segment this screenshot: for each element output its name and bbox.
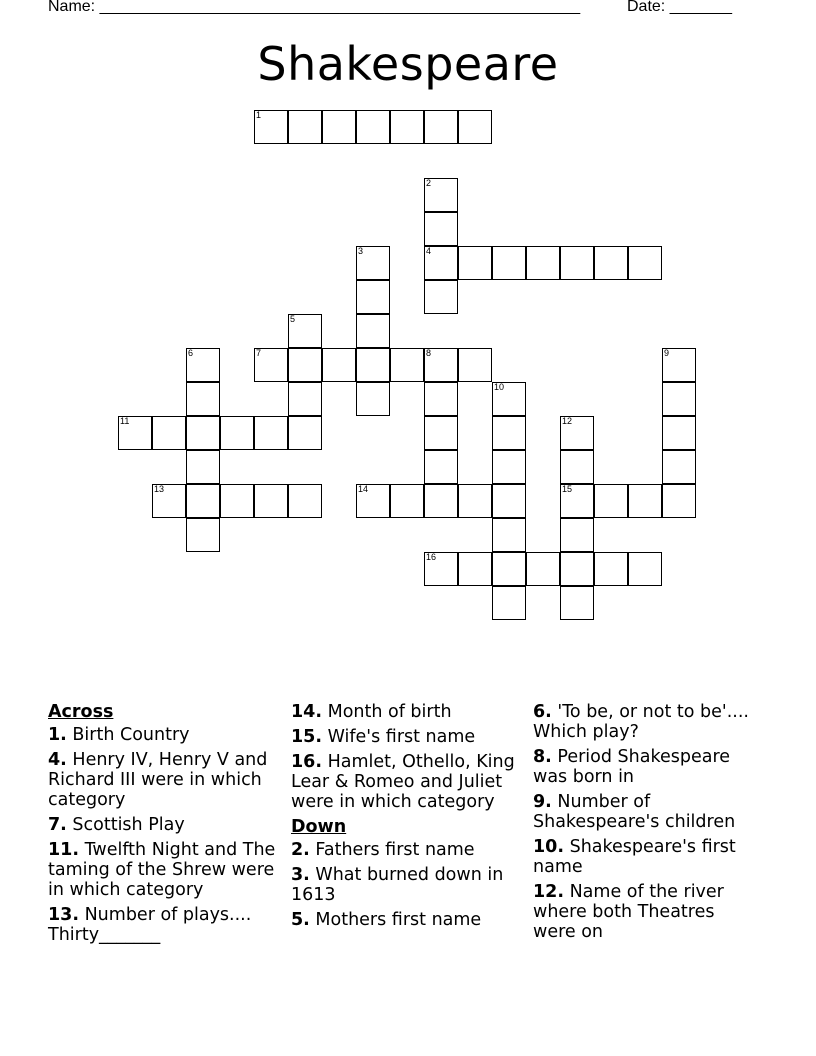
grid-cell[interactable] — [288, 416, 322, 450]
clue-across-4: 4. Henry IV, Henry V and Richard III were in which category — [48, 750, 268, 810]
grid-cell[interactable] — [458, 552, 492, 586]
clue-down-5: 5. Mothers first name — [291, 910, 482, 930]
grid-cell[interactable] — [424, 110, 458, 144]
grid-cell[interactable] — [390, 484, 424, 518]
grid-cell[interactable] — [662, 382, 696, 416]
grid-cell[interactable] — [186, 484, 220, 518]
clue-column-3 — [533, 702, 758, 942]
grid-cell[interactable] — [628, 246, 662, 280]
grid-cell[interactable] — [322, 110, 356, 144]
grid-cell[interactable] — [152, 484, 186, 518]
grid-cell[interactable] — [356, 348, 390, 382]
grid-cell[interactable] — [288, 484, 322, 518]
clue-column-2 — [291, 702, 516, 930]
grid-cell[interactable] — [458, 110, 492, 144]
clue-across-15: 15. Wife's first name — [291, 727, 476, 747]
grid-cell[interactable] — [186, 518, 220, 552]
grid-cell[interactable] — [560, 450, 594, 484]
grid-cell[interactable] — [254, 484, 288, 518]
grid-cell[interactable] — [186, 450, 220, 484]
grid-cell[interactable] — [458, 484, 492, 518]
grid-cell[interactable] — [424, 450, 458, 484]
clue-column-1 — [48, 702, 278, 945]
grid-cell[interactable] — [662, 450, 696, 484]
grid-cell[interactable] — [458, 348, 492, 382]
grid-cell[interactable] — [662, 484, 696, 518]
clue-across-14: 14. Month of birth — [291, 702, 452, 722]
clue-across-16: 16. Hamlet, Othello, King Lear & Romeo and Juliet were in which category — [291, 752, 515, 812]
grid-cell[interactable] — [526, 552, 560, 586]
clue-number: 13 — [154, 484, 165, 494]
clue-number: 16 — [426, 552, 437, 562]
clue-number: 3 — [358, 246, 364, 256]
name-field-label: Name: ______________________________________________________ — [48, 0, 581, 15]
clue-number: 11 — [120, 416, 130, 426]
clue-number: 8 — [426, 348, 432, 358]
grid-cell[interactable] — [288, 348, 322, 382]
grid-cell[interactable] — [356, 484, 390, 518]
clue-number: 14 — [358, 484, 369, 494]
grid-cell[interactable] — [594, 484, 628, 518]
grid-cell[interactable] — [628, 484, 662, 518]
clue-number: 12 — [562, 416, 573, 426]
clue-across-11: 11. Twelfth Night and The taming of the Shrew were in which category — [48, 840, 276, 900]
grid-cell[interactable] — [220, 416, 254, 450]
grid-cell[interactable] — [492, 586, 526, 620]
grid-cell[interactable] — [356, 246, 390, 280]
clue-number: 2 — [426, 178, 432, 188]
clue-number: 5 — [290, 314, 296, 324]
grid-cell[interactable] — [186, 416, 220, 450]
clue-number: 4 — [426, 246, 432, 256]
clue-number: 7 — [256, 348, 262, 358]
grid-cell[interactable] — [492, 416, 526, 450]
grid-cell[interactable] — [288, 314, 322, 348]
grid-cell[interactable] — [424, 246, 458, 280]
grid-cell[interactable] — [288, 110, 322, 144]
grid-cell[interactable] — [594, 552, 628, 586]
grid-cell[interactable] — [424, 178, 458, 212]
grid-cell[interactable] — [560, 246, 594, 280]
grid-cell[interactable] — [356, 280, 390, 314]
clue-down-6: 6. 'To be, or not to be'.... Which play? — [533, 702, 749, 742]
grid-cell[interactable] — [560, 484, 594, 518]
clue-down-9: 9. Number of Shakespeare's children — [533, 792, 736, 832]
clue-number: 9 — [664, 348, 670, 358]
grid-cell[interactable] — [390, 110, 424, 144]
grid-cell[interactable] — [424, 212, 458, 246]
grid-cell[interactable] — [254, 348, 288, 382]
across-heading: Across — [48, 702, 114, 722]
clue-across-13: 13. Number of plays.... Thirty_______ — [48, 905, 252, 945]
grid-cell[interactable] — [492, 518, 526, 552]
grid-cell[interactable] — [424, 552, 458, 586]
grid-cell[interactable] — [662, 416, 696, 450]
grid-cell[interactable] — [560, 586, 594, 620]
clue-number: 6 — [188, 348, 194, 358]
down-heading: Down — [291, 817, 347, 837]
grid-cell[interactable] — [424, 382, 458, 416]
date-field-label: Date: _______ — [627, 0, 732, 15]
clue-down-8: 8. Period Shakespeare was born in — [533, 747, 731, 787]
clue-down-10: 10. Shakespeare's first name — [533, 837, 736, 877]
grid-cell[interactable] — [492, 450, 526, 484]
clue-number: 10 — [494, 382, 505, 392]
grid-cell[interactable] — [186, 382, 220, 416]
grid-cell[interactable] — [628, 552, 662, 586]
grid-cell[interactable] — [424, 484, 458, 518]
grid-cell[interactable] — [288, 382, 322, 416]
grid-cell[interactable] — [492, 246, 526, 280]
grid-cell[interactable] — [662, 348, 696, 382]
grid-cell[interactable] — [424, 348, 458, 382]
grid-cell[interactable] — [152, 416, 186, 450]
clue-number: 15 — [562, 484, 573, 494]
grid-cell[interactable] — [594, 246, 628, 280]
grid-cell[interactable] — [322, 348, 356, 382]
grid-cell[interactable] — [254, 110, 288, 144]
clue-down-2: 2. Fathers first name — [291, 840, 475, 860]
grid-cell[interactable] — [492, 382, 526, 416]
grid-cell[interactable] — [458, 246, 492, 280]
clue-down-3: 3. What burned down in 1613 — [291, 865, 504, 905]
clue-across-7: 7. Scottish Play — [48, 815, 185, 835]
clue-number: 1 — [256, 110, 262, 120]
clue-down-12: 12. Name of the river where both Theatres were on — [533, 882, 724, 942]
grid-cell[interactable] — [186, 348, 220, 382]
grid-cell[interactable] — [560, 552, 594, 586]
grid-cell[interactable] — [118, 416, 152, 450]
grid-cell[interactable] — [424, 416, 458, 450]
grid-cell[interactable] — [356, 110, 390, 144]
grid-cell[interactable] — [560, 518, 594, 552]
grid-cell[interactable] — [424, 280, 458, 314]
grid-cell[interactable] — [492, 552, 526, 586]
grid-cell[interactable] — [254, 416, 288, 450]
grid-cell[interactable] — [492, 484, 526, 518]
clue-across-1: 1. Birth Country — [48, 725, 190, 745]
grid-cell[interactable] — [356, 382, 390, 416]
grid-cell[interactable] — [526, 246, 560, 280]
grid-cell[interactable] — [220, 484, 254, 518]
grid-cell[interactable] — [356, 314, 390, 348]
page-title: Shakespeare — [257, 37, 559, 91]
grid-cell[interactable] — [560, 416, 594, 450]
grid-cell[interactable] — [390, 348, 424, 382]
